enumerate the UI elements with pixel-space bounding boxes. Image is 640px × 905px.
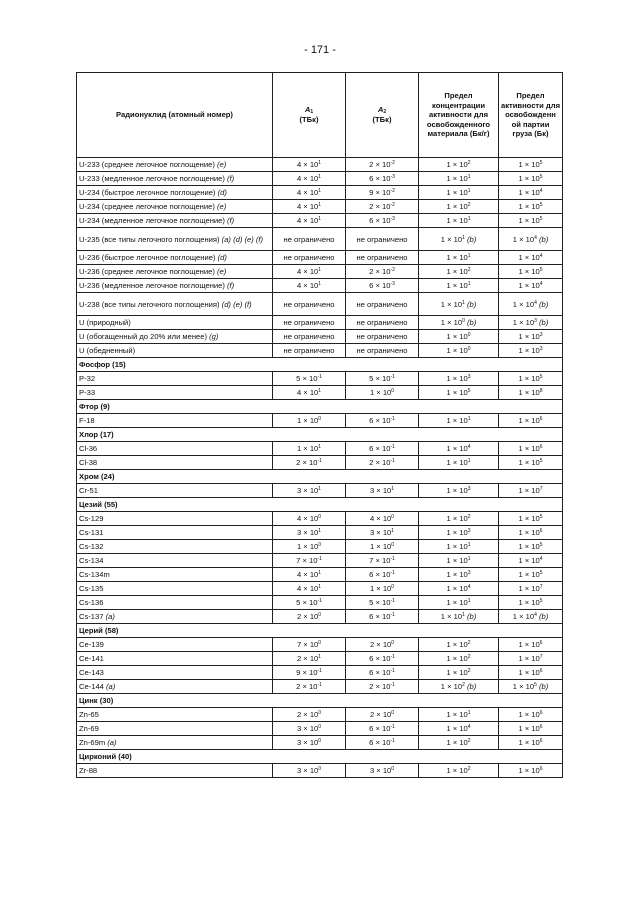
group-header-row: [77, 498, 563, 512]
activity-limit-cell: $1 \times 10^5$: [499, 512, 563, 526]
nuclide-cell: P-33: [77, 386, 273, 400]
a1-cell: $9 \times 10^{-1}$: [273, 666, 346, 680]
concentration-cell: $1 \times 10^2$: [419, 158, 499, 172]
nuclide-cell: Cs-136: [77, 596, 273, 610]
activity-limit-cell: $1 \times 10^4$: [499, 554, 563, 568]
table-row: [77, 568, 563, 582]
activity-limit-cell: $1 \times 10^6$: [499, 708, 563, 722]
nuclide-cell: F-18: [77, 414, 273, 428]
nuclide-cell: U-238 (все типы легочного поглощения) (d) (e) (f): [77, 293, 273, 316]
element-group-label: Цинк (30): [77, 694, 563, 708]
header-activity-limit: Предел активности для освобожденн ой партии груза (Бк): [499, 73, 563, 158]
table-row: [77, 442, 563, 456]
nuclide-cell: U (природный): [77, 316, 273, 330]
table-row: [77, 414, 563, 428]
table-row: [77, 456, 563, 470]
activity-limit-cell: $1 \times 10^5$: [499, 214, 563, 228]
a1-cell: $2 \times 10^0$: [273, 708, 346, 722]
concentration-cell: $1 \times 10^1$: [419, 186, 499, 200]
a2-cell: $6 \times 10^{-3}$: [346, 279, 419, 293]
group-header-row: [77, 358, 563, 372]
nuclide-cell: Zn-65: [77, 708, 273, 722]
header-a2-symbol: $A_2$: [377, 105, 387, 116]
a1-cell: $1 \times 10^0$: [273, 414, 346, 428]
concentration-cell: $1 \times 10^1$: [419, 456, 499, 470]
a1-cell: $5 \times 10^{-1}$: [273, 596, 346, 610]
a2-cell: $6 \times 10^{-1}$: [346, 610, 419, 624]
nuclide-cell: Cs-135: [77, 582, 273, 596]
table-row: [77, 610, 563, 624]
a2-cell: $2 \times 10^0$: [346, 638, 419, 652]
a1-cell: $2 \times 10^1$: [273, 652, 346, 666]
activity-limit-cell: $1 \times 10^5$: [499, 372, 563, 386]
nuclide-cell: Zr-88: [77, 764, 273, 778]
nuclide-cell: U (обедненный): [77, 344, 273, 358]
concentration-cell: $1 \times 10^1$: [419, 214, 499, 228]
concentration-cell: $1 \times 10^2$: [419, 764, 499, 778]
nuclide-cell: U-234 (быстрое легочное поглощение) (d): [77, 186, 273, 200]
a1-cell: $3 \times 10^1$: [273, 526, 346, 540]
activity-limit-cell: $1 \times 10^7$: [499, 652, 563, 666]
nuclide-cell: U-233 (среднее легочное поглощение) (e): [77, 158, 273, 172]
a1-cell: $1 \times 10^0$: [273, 540, 346, 554]
header-a2: [346, 73, 419, 158]
nuclide-cell: U (обогащенный до 20% или менее) (g): [77, 330, 273, 344]
table-row: [77, 279, 563, 293]
concentration-cell: $1 \times 10^1$: [419, 251, 499, 265]
concentration-cell: $1 \times 10^0$: [419, 344, 499, 358]
nuclide-cell: U-236 (быстрое легочное поглощение) (d): [77, 251, 273, 265]
a2-cell: не ограничено: [346, 344, 419, 358]
table-row: [77, 251, 563, 265]
a2-cell: $6 \times 10^{-1}$: [346, 652, 419, 666]
header-a1: [273, 73, 346, 158]
a2-cell: $6 \times 10^{-1}$: [346, 568, 419, 582]
activity-limit-cell: $1 \times 10^6$: [499, 764, 563, 778]
a1-cell: $4 \times 10^1$: [273, 386, 346, 400]
activity-limit-cell: $1 \times 10^5$: [499, 172, 563, 186]
table-row: [77, 386, 563, 400]
table-row: [77, 228, 563, 251]
a1-cell: $4 \times 10^0$: [273, 512, 346, 526]
nuclide-cell: Cl-38: [77, 456, 273, 470]
table-row: [77, 330, 563, 344]
a2-cell: $3 \times 10^1$: [346, 526, 419, 540]
a1-cell: не ограничено: [273, 316, 346, 330]
table-row: [77, 526, 563, 540]
table-row: [77, 680, 563, 694]
a1-cell: $4 \times 10^1$: [273, 582, 346, 596]
a2-cell: $3 \times 10^1$: [346, 484, 419, 498]
a2-cell: $6 \times 10^{-1}$: [346, 414, 419, 428]
concentration-cell: $1 \times 10^2$: [419, 200, 499, 214]
element-group-label: Хром (24): [77, 470, 563, 484]
activity-limit-cell: $1 \times 10^4$: [499, 279, 563, 293]
radionuclide-table: [76, 72, 563, 778]
concentration-cell: $1 \times 10^1$ (b): [419, 228, 499, 251]
a1-cell: $4 \times 10^1$: [273, 200, 346, 214]
table-row: [77, 265, 563, 279]
nuclide-cell: Cs-134: [77, 554, 273, 568]
a1-cell: $3 \times 10^0$: [273, 764, 346, 778]
table-row: [77, 554, 563, 568]
a2-cell: $1 \times 10^0$: [346, 540, 419, 554]
table-row: [77, 638, 563, 652]
nuclide-cell: Cl-36: [77, 442, 273, 456]
a1-cell: $5 \times 10^{-1}$: [273, 372, 346, 386]
nuclide-cell: Cs-134m: [77, 568, 273, 582]
activity-limit-cell: $1 \times 10^6$: [499, 736, 563, 750]
concentration-cell: $1 \times 10^3$: [419, 372, 499, 386]
element-group-label: Церий (58): [77, 624, 563, 638]
a2-cell: не ограничено: [346, 293, 419, 316]
concentration-cell: $1 \times 10^2$: [419, 652, 499, 666]
a2-cell: не ограничено: [346, 228, 419, 251]
nuclide-cell: Cs-129: [77, 512, 273, 526]
activity-limit-cell: $1 \times 10^3$ (b): [499, 316, 563, 330]
a2-cell: не ограничено: [346, 330, 419, 344]
concentration-cell: $1 \times 10^1$ (b): [419, 610, 499, 624]
table-row: [77, 582, 563, 596]
a1-cell: не ограничено: [273, 251, 346, 265]
a2-cell: $2 \times 10^0$: [346, 708, 419, 722]
table-row: [77, 186, 563, 200]
a1-cell: $3 \times 10^0$: [273, 722, 346, 736]
concentration-cell: $1 \times 10^3$: [419, 568, 499, 582]
a2-cell: $2 \times 10^{-2}$: [346, 265, 419, 279]
nuclide-cell: Ce-139: [77, 638, 273, 652]
nuclide-cell: U-234 (среднее легочное поглощение) (e): [77, 200, 273, 214]
a2-cell: $7 \times 10^{-1}$: [346, 554, 419, 568]
a1-cell: $7 \times 10^{-1}$: [273, 554, 346, 568]
a1-cell: не ограничено: [273, 330, 346, 344]
table-row: [77, 722, 563, 736]
a2-cell: не ограничено: [346, 316, 419, 330]
element-group-label: Хлор (17): [77, 428, 563, 442]
page-number: - 171 -: [304, 44, 336, 56]
nuclide-cell: Cr-51: [77, 484, 273, 498]
element-group-label: Цирконий (40): [77, 750, 563, 764]
nuclide-cell: U-236 (медленное легочное поглощение) (f): [77, 279, 273, 293]
a1-cell: $4 \times 10^1$: [273, 265, 346, 279]
table-body: [77, 158, 563, 778]
concentration-cell: $1 \times 10^1$: [419, 540, 499, 554]
a2-cell: $3 \times 10^0$: [346, 764, 419, 778]
a2-cell: $6 \times 10^{-3}$: [346, 214, 419, 228]
a2-cell: $6 \times 10^{-1}$: [346, 666, 419, 680]
group-header-row: [77, 750, 563, 764]
a1-cell: $4 \times 10^1$: [273, 186, 346, 200]
concentration-cell: $1 \times 10^1$ (b): [419, 293, 499, 316]
nuclide-cell: P-32: [77, 372, 273, 386]
a2-cell: $9 \times 10^{-2}$: [346, 186, 419, 200]
a2-cell: $2 \times 10^{-2}$: [346, 158, 419, 172]
table-row: [77, 293, 563, 316]
a2-cell: $4 \times 10^0$: [346, 512, 419, 526]
header-a1-symbol: $A_1$: [304, 105, 314, 116]
nuclide-cell: Cs-137 (a): [77, 610, 273, 624]
header-a2-unit: (ТБк): [372, 115, 392, 124]
activity-limit-cell: $1 \times 10^5$: [499, 540, 563, 554]
concentration-cell: $1 \times 10^4$: [419, 442, 499, 456]
activity-limit-cell: $1 \times 10^3$: [499, 330, 563, 344]
activity-limit-cell: $1 \times 10^5$ (b): [499, 680, 563, 694]
nuclide-cell: U-233 (медленное легочное поглощение) (f): [77, 172, 273, 186]
table-row: [77, 666, 563, 680]
table-row: [77, 764, 563, 778]
nuclide-cell: U-235 (все типы легочного поглощения) (a) (d) (e) (f): [77, 228, 273, 251]
nuclide-cell: Zn-69: [77, 722, 273, 736]
group-header-row: [77, 400, 563, 414]
nuclide-cell: U-236 (среднее легочное поглощение) (e): [77, 265, 273, 279]
element-group-label: Цезий (55): [77, 498, 563, 512]
table-header-row: [77, 73, 563, 158]
group-header-row: [77, 694, 563, 708]
concentration-cell: $1 \times 10^2$: [419, 736, 499, 750]
table-row: [77, 200, 563, 214]
concentration-cell: $1 \times 10^1$: [419, 708, 499, 722]
activity-limit-cell: $1 \times 10^5$: [499, 568, 563, 582]
concentration-cell: $1 \times 10^1$: [419, 596, 499, 610]
a2-cell: $6 \times 10^{-1}$: [346, 736, 419, 750]
table-row: [77, 708, 563, 722]
a1-cell: $3 \times 10^0$: [273, 736, 346, 750]
a1-cell: не ограничено: [273, 293, 346, 316]
nuclide-cell: U-234 (медленное легочное поглощение) (f): [77, 214, 273, 228]
element-group-label: Фтор (9): [77, 400, 563, 414]
nuclide-cell: Ce-143: [77, 666, 273, 680]
activity-limit-cell: $1 \times 10^5$: [499, 265, 563, 279]
a1-cell: $1 \times 10^1$: [273, 442, 346, 456]
table-row: [77, 736, 563, 750]
a1-cell: $2 \times 10^{-1}$: [273, 456, 346, 470]
a2-cell: $6 \times 10^{-1}$: [346, 722, 419, 736]
a1-cell: не ограничено: [273, 344, 346, 358]
table-row: [77, 214, 563, 228]
activity-limit-cell: $1 \times 10^4$: [499, 251, 563, 265]
concentration-cell: $1 \times 10^0$: [419, 330, 499, 344]
activity-limit-cell: $1 \times 10^5$: [499, 200, 563, 214]
nuclide-cell: Cs-132: [77, 540, 273, 554]
a2-cell: $1 \times 10^0$: [346, 386, 419, 400]
nuclide-cell: Ce-144 (a): [77, 680, 273, 694]
table-row: [77, 172, 563, 186]
nuclide-cell: Ce-141: [77, 652, 273, 666]
a1-cell: $4 \times 10^1$: [273, 214, 346, 228]
a2-cell: $5 \times 10^{-1}$: [346, 372, 419, 386]
table-row: [77, 512, 563, 526]
concentration-cell: $1 \times 10^2$ (b): [419, 680, 499, 694]
group-header-row: [77, 624, 563, 638]
nuclide-cell: Cs-131: [77, 526, 273, 540]
a2-cell: $1 \times 10^0$: [346, 582, 419, 596]
concentration-cell: $1 \times 10^3$: [419, 526, 499, 540]
a1-cell: $4 \times 10^1$: [273, 279, 346, 293]
a1-cell: $4 \times 10^1$: [273, 568, 346, 582]
table-row: [77, 344, 563, 358]
activity-limit-cell: $1 \times 10^6$: [499, 666, 563, 680]
activity-limit-cell: $1 \times 10^6$: [499, 442, 563, 456]
group-header-row: [77, 470, 563, 484]
concentration-cell: $1 \times 10^1$: [419, 279, 499, 293]
table-row: [77, 540, 563, 554]
activity-limit-cell: $1 \times 10^4$ (b): [499, 610, 563, 624]
table-row: [77, 158, 563, 172]
a1-cell: не ограничено: [273, 228, 346, 251]
table-row: [77, 652, 563, 666]
a1-cell: $2 \times 10^0$: [273, 610, 346, 624]
activity-limit-cell: $1 \times 10^6$: [499, 414, 563, 428]
a1-cell: $4 \times 10^1$: [273, 172, 346, 186]
a1-cell: $4 \times 10^1$: [273, 158, 346, 172]
activity-limit-cell: $1 \times 10^8$: [499, 386, 563, 400]
concentration-cell: $1 \times 10^2$: [419, 265, 499, 279]
concentration-cell: $1 \times 10^4$: [419, 722, 499, 736]
concentration-cell: $1 \times 10^2$: [419, 638, 499, 652]
concentration-cell: $1 \times 10^1$: [419, 554, 499, 568]
activity-limit-cell: $1 \times 10^5$: [499, 596, 563, 610]
group-header-row: [77, 428, 563, 442]
header-concentration-limit: Предел концентрации активности для освобожденного материала (Бк/г): [419, 73, 499, 158]
a2-cell: $6 \times 10^{-1}$: [346, 442, 419, 456]
a1-cell: $7 \times 10^0$: [273, 638, 346, 652]
concentration-cell: $1 \times 10^2$: [419, 666, 499, 680]
activity-limit-cell: $1 \times 10^5$: [499, 158, 563, 172]
table-row: [77, 372, 563, 386]
nuclide-cell: Zn-69m (a): [77, 736, 273, 750]
activity-limit-cell: $1 \times 10^6$: [499, 638, 563, 652]
table-row: [77, 596, 563, 610]
a2-cell: $2 \times 10^{-1}$: [346, 456, 419, 470]
activity-limit-cell: $1 \times 10^3$: [499, 344, 563, 358]
concentration-cell: $1 \times 10^4$: [419, 582, 499, 596]
activity-limit-cell: $1 \times 10^6$: [499, 526, 563, 540]
a2-cell: $5 \times 10^{-1}$: [346, 596, 419, 610]
activity-limit-cell: $1 \times 10^6$: [499, 722, 563, 736]
activity-limit-cell: $1 \times 10^7$: [499, 484, 563, 498]
a2-cell: $2 \times 10^{-1}$: [346, 680, 419, 694]
element-group-label: Фосфор (15): [77, 358, 563, 372]
table-row: [77, 484, 563, 498]
header-nuclide: Радионуклид (атомный номер): [77, 73, 273, 158]
concentration-cell: $1 \times 10^5$: [419, 386, 499, 400]
a1-cell: $2 \times 10^{-1}$: [273, 680, 346, 694]
a2-cell: не ограничено: [346, 251, 419, 265]
activity-limit-cell: $1 \times 10^4$: [499, 186, 563, 200]
header-a1-unit: (ТБк): [299, 115, 319, 124]
concentration-cell: $1 \times 10^1$: [419, 172, 499, 186]
concentration-cell: $1 \times 10^1$: [419, 414, 499, 428]
activity-limit-cell: $1 \times 10^7$: [499, 582, 563, 596]
activity-limit-cell: $1 \times 10^4$ (b): [499, 293, 563, 316]
concentration-cell: $1 \times 10^2$: [419, 512, 499, 526]
a1-cell: $3 \times 10^1$: [273, 484, 346, 498]
concentration-cell: $1 \times 10^0$ (b): [419, 316, 499, 330]
table-row: [77, 316, 563, 330]
a2-cell: $2 \times 10^{-2}$: [346, 200, 419, 214]
a2-cell: $6 \times 10^{-3}$: [346, 172, 419, 186]
concentration-cell: $1 \times 10^3$: [419, 484, 499, 498]
activity-limit-cell: $1 \times 10^5$: [499, 456, 563, 470]
activity-limit-cell: $1 \times 10^4$ (b): [499, 228, 563, 251]
